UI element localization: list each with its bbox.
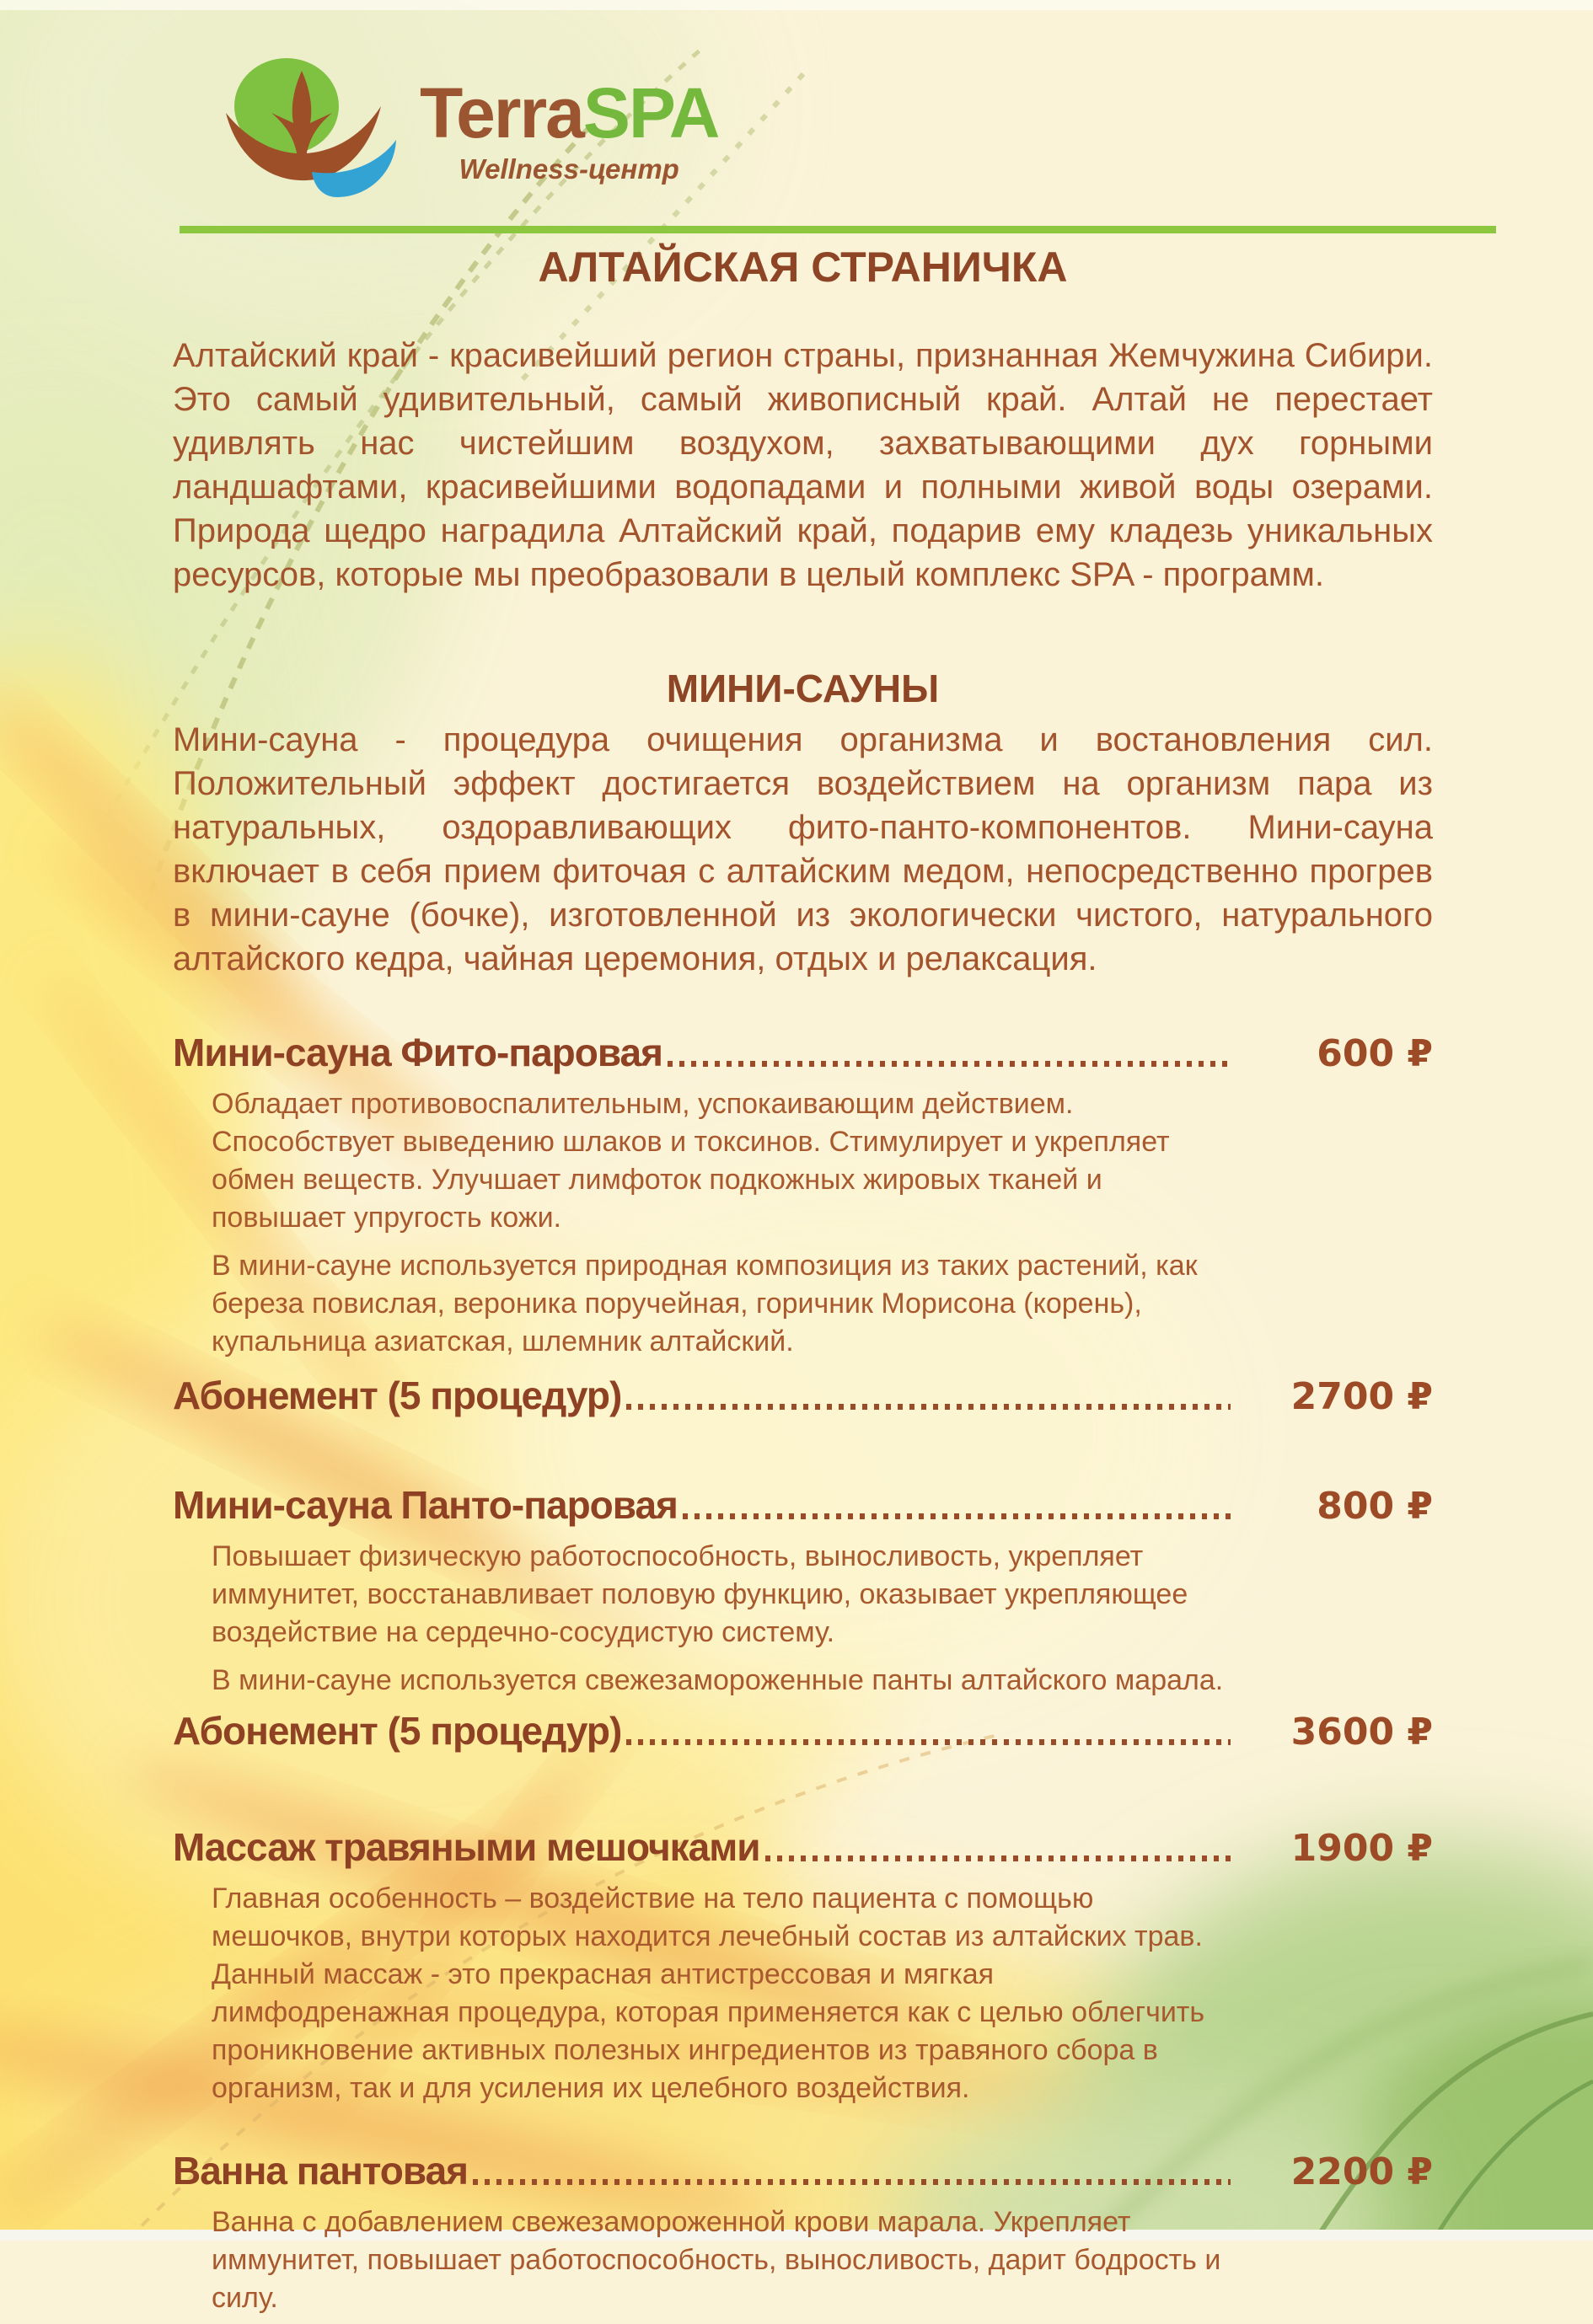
menu-item-description: В мини-сауне используется природная композиция из таких растений, как береза повислая, вероника поручейная, горичник Морисона (корень), купальница азиатская, шлемник алтайский. — [212, 1250, 1198, 1357]
intro-paragraph: Алтайский край - красивейший регион страны, признанная Жемчужина Сибири. Это самый удивительный, самый живописный край. Алтай не перестает удивлять нас чистейшим воздухом, захватывающими дух горными ландшафтами, красивейшими водопадами и полными живой воды озерами. Природа щедро наградила Алтайский край, подарив ему кладезь уникальных ресурсов, которые мы преобразовали в целый комплекс SPA - программ. — [173, 337, 1433, 593]
dotted-leader — [626, 1739, 1231, 1745]
menu-item-price: 600 ₽ — [1317, 1032, 1433, 1075]
menu-item-row — [173, 1824, 1433, 1870]
menu-item-description: В мини-сауне используется свежезамороженные панты алтайского марала. — [212, 1664, 1224, 1696]
menu-group — [173, 1824, 1433, 2107]
menu-item-description: Обладает противовоспалительным, успокаивающим действием. Способствует выведению шлаков и токсинов. Стимулирует и укрепляет обмен веществ. Улучшает лимфоток подкожных жировых тканей и повышает упругость кожи. — [212, 1088, 1170, 1234]
dotted-leader — [626, 1404, 1231, 1410]
menu-item-price: 2200 ₽ — [1290, 2150, 1433, 2193]
menu-item-description: Главная особенность – воздействие на тело пациента с помощью мешочков, внутри которых находится лечебный состав из алтайских трав. Данный массаж - это прекрасная антистрессовая и мягкая лимфодренажная процедура, которая применяется как с целью облегчить проникновение активных полезных ингредиентов из травяного сбора в организм, так и для усиления их целебного воздействия. — [212, 1882, 1205, 2104]
menu-group — [173, 1708, 1433, 1754]
menu-item-name: Абонемент (5 процедур) — [173, 1374, 622, 1417]
menu-item-price: 800 ₽ — [1317, 1485, 1433, 1528]
menu-item-price: 1900 ₽ — [1290, 1827, 1433, 1870]
section-intro-paragraph: Мини-сауна - процедура очищения организма и востановления сил. Положительный эффект достигается воздействием на организм пара из натуральных, оздоравливающих фито-панто-компонентов. Мини-сауна включает в себя прием фиточая с алтайским медом, непосредственно прогрев в мини-сауне (бочке), изготовленной из экологически чистого, натурального алтайского кедра, чайная церемония, отдых и релаксация. — [173, 721, 1433, 977]
brand-tagline: Wellness-центр — [459, 153, 679, 185]
menu-item-row — [173, 1708, 1433, 1754]
brand-name — [420, 73, 719, 153]
menu-item-price: 2700 ₽ — [1290, 1375, 1433, 1418]
section-heading: МИНИ-САУНЫ — [666, 667, 940, 710]
menu-item-row — [173, 1482, 1433, 1528]
brand-spa: SPA — [582, 73, 719, 153]
dotted-leader — [765, 1855, 1231, 1861]
menu-item-name: Мини-сауна Фито-паровая — [173, 1031, 662, 1074]
brand-header — [209, 54, 718, 222]
menu-item-description: Повышает физическую работоспособность, выносливость, укрепляет иммунитет, восстанавливает половую функцию, оказывает укрепляющее воздействие на сердечно-сосудистую систему. — [212, 1540, 1188, 1648]
menu-item-row — [173, 1030, 1433, 1075]
terraspa-logo-icon — [209, 54, 411, 222]
menu-item-name: Массаж травяными мешочками — [173, 1825, 760, 1869]
menu-item-description: Ванна с добавлением свежезамороженной крови марала. Укрепляет иммунитет, повышает работоспособность, выносливость, дарит бодрость и силу. — [212, 2206, 1221, 2314]
dotted-leader — [473, 2179, 1231, 2185]
menu-group — [173, 2148, 1433, 2317]
dotted-leader — [683, 1513, 1231, 1519]
menu-group — [173, 1030, 1433, 1361]
menu-item-row — [173, 1373, 1433, 1418]
menu-group — [173, 1482, 1433, 1700]
brand-terra: Terra — [420, 73, 583, 153]
menu-item-price: 3600 ₽ — [1290, 1711, 1433, 1754]
menu-item-name: Ванна пантовая — [173, 2149, 469, 2193]
brand-text — [420, 54, 718, 185]
menu-item-name: Абонемент (5 процедур) — [173, 1709, 622, 1753]
divider-line — [180, 226, 1496, 233]
menu-item-name: Мини-сауна Панто-паровая — [173, 1483, 678, 1527]
dotted-leader — [668, 1061, 1231, 1067]
menu-group — [173, 1373, 1433, 1418]
menu-item-row — [173, 2148, 1433, 2193]
price-list — [173, 1030, 1433, 2324]
page-title: АЛТАЙСКАЯ СТРАНИЧКА — [538, 244, 1068, 291]
